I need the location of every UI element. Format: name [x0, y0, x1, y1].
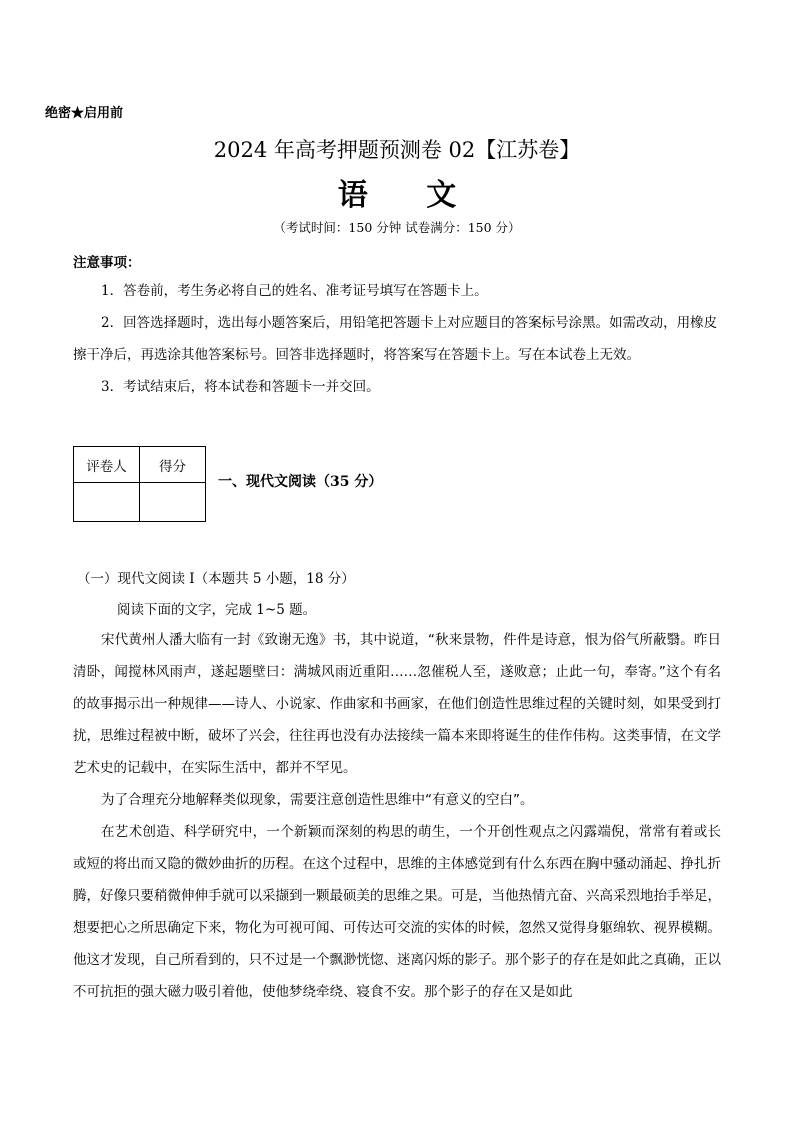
subject-title: 语 文	[337, 178, 481, 213]
passage-paragraph: 为了合理充分地解释类似现象，需要注意创造性思维中“有意义的空白”。	[101, 792, 534, 808]
notice-title: 注意事项：	[73, 255, 141, 271]
score-table-entry-row	[74, 483, 206, 522]
notice-item: 3．考试结束后，将本试卷和答题卡一并交回。	[101, 379, 380, 395]
score-table	[73, 446, 206, 522]
score-label: 得分	[140, 447, 206, 483]
score-table-header-row	[74, 447, 206, 483]
exam-info: （考试时间：150 分钟 试卷满分：150 分）	[273, 220, 521, 235]
reading-instruction: 阅读下面的文字，完成 1~5 题。	[117, 602, 317, 618]
section-heading: 一、现代文阅读（35 分）	[218, 474, 383, 490]
passage-paragraph: 在艺术创造、科学研究中，一个新颖而深刻的构思的萌生，一个开创性观点之闪露端倪，常常有着或长或短的将出而又隐的微妙曲折的历程。在这个过程中，思维的主体感觉到有什么东西在胸中骚动涌起、挣扎折腾，好像只要稍微伸伸手就可以采撷到一颗最硕美的思维之果。可是，当他热情亢奋、兴高采烈地抬手举足，想要把心之所思确定下来，物化为可视可闻、可传达可交流的实体的时候，忽然又觉得身躯绵软、视界模糊。他这才发现，自己所看到的，只不过是一个飘渺恍惚、迷离闪烁的影子。那个影子的存在是如此之真确，正以不可抗拒的强大磁力吸引着他，使他梦绕牵绕、寝食不安。那个影子的存在又是如此	[73, 824, 721, 1000]
grader-cell	[74, 483, 140, 522]
passage-paragraph: 宋代黄州人潘大临有一封《致谢无逸》书，其中说道，“秋来景物，件件是诗意，恨为俗气所蔽翳。昨日清卧，闻搅林风雨声，遂起题壁曰：满城风雨近重阳……忽催税人至，遂败意；止此一句，奉寄。”这个有名的故事揭示出一种规律——诗人、小说家、作曲家和书画家，在他们创造性思维过程的关键时刻，如果受到打扰，思维过程被中断，破坏了兴会，往往再也没有办法接续一篇本来即将诞生的佳作伟构。这类事情，在文学艺术史的记载中，在实际生活中，都并不罕见。	[73, 632, 721, 776]
confidential-label: 绝密★启用前	[45, 106, 124, 121]
score-cell	[140, 483, 206, 522]
notice-item: 2．回答选择题时，选出每小题答案后，用铅笔把答题卡上对应题目的答案标号涂黑。如需改动，用橡皮擦干净后，再选涂其他答案标号。回答非选择题时，将答案写在答题卡上。写在本试卷上无效。	[73, 315, 718, 363]
exam-title: 2024 年高考押题预测卷 02【江苏卷】	[213, 138, 581, 162]
notice-item: 1．答卷前，考生务必将自己的姓名、准考证号填写在答题卡上。	[101, 283, 488, 299]
grader-label: 评卷人	[74, 447, 140, 483]
part-heading: （一）现代文阅读 I（本题共 5 小题，18 分）	[77, 571, 355, 587]
